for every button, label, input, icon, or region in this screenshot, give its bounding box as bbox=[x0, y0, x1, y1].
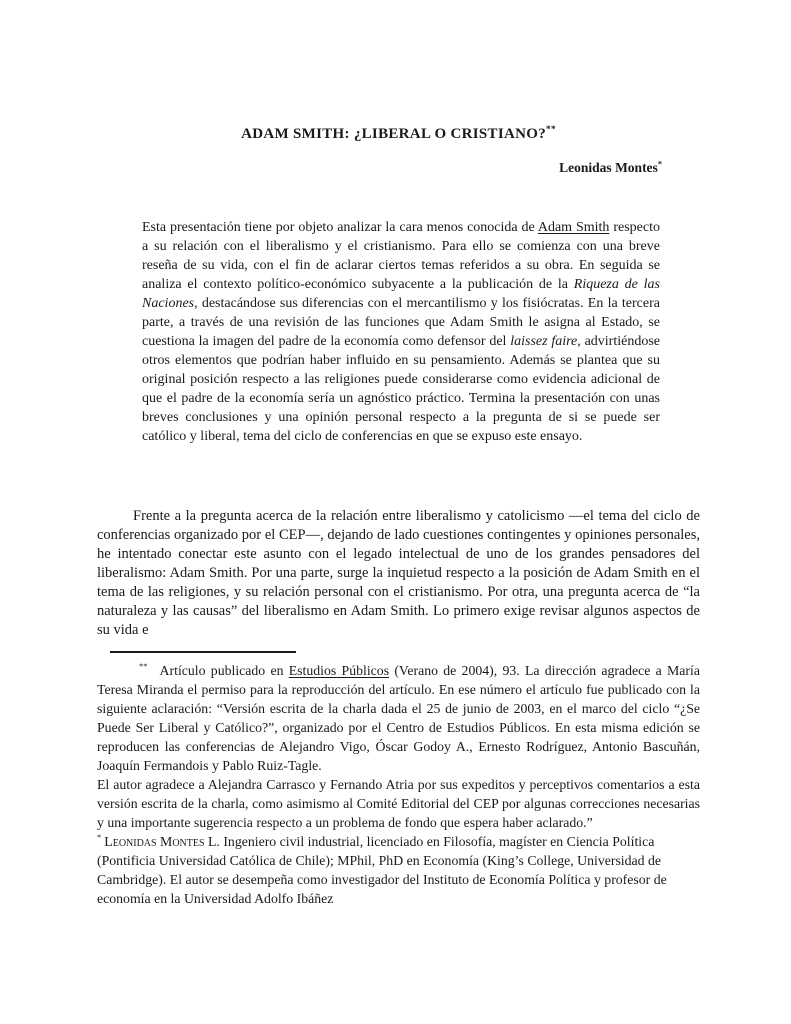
author-line bbox=[97, 160, 662, 176]
footnote-author-bio bbox=[97, 832, 700, 908]
footnote-article bbox=[97, 661, 700, 775]
footnote-2-text: Leonidas Montes L. Ingeniero civil industrial, licenciado en Filosofía, magíster en Ciencia Política (Pontificia Universidad Católica de Chile); MPhil, PhD en Economía (King’s College, Universidad de Cambridge). El autor se desempeña como investigador del Instituto de Economía Política y profesor de economía en la Universidad Adolfo Ibáñez bbox=[97, 834, 667, 906]
author-name: Leonidas Montes bbox=[559, 160, 658, 175]
footnote-1-text: Artículo publicado en Estudios Públicos (Verano de 2004), 93. La dirección agradece a María Teresa Miranda el permiso para la reproducción del artículo. En ese número el artículo fue publicado con la siguiente aclaración: “Versión escrita de la charla dada el 25 de junio de 2003, en el marco del ciclo “¿Se Puede Ser Liberal y Católico?”, organizado por el Centro de Estudios Públicos. En esta misma edición se reproducen las conferencias de Alejandro Vigo, Óscar Godoy A., Ernesto Rodríguez, Antonio Bascuñán, Joaquín Fermandois y Pablo Ruiz-Tagle. bbox=[97, 663, 700, 773]
footnotes-section bbox=[97, 661, 700, 908]
author-footnote-marker: * bbox=[657, 159, 662, 169]
title-text: ADAM SMITH: ¿LIBERAL O CRISTIANO? bbox=[241, 126, 547, 142]
footnote-1-marker: ** bbox=[139, 661, 148, 672]
body-paragraph: Frente a la pregunta acerca de la relación entre liberalismo y catolicismo —el tema del ciclo de conferencias organizado por el CEP—, dejando de lado cuestiones contingentes y opiniones personales, he intentado conectar este asunto con el legado intelectual de uno de los grandes pensadores del liberalismo: Adam Smith. Por una parte, surge la inquietud respecto a la posición de Adam Smith en el tema de las religiones, y su relación personal con el cristianismo. Por otra, una pregunta acerca de “la naturaleza y las causas” del liberalismo en Adam Smith. Lo primero exige revisar algunos aspectos de su vida e bbox=[97, 508, 700, 638]
abstract-paragraph: Esta presentación tiene por objeto analizar la cara menos conocida de Adam Smith respecto a su relación con el liberalismo y el cristianismo. Para ello se comienza con una breve reseña de su vida, con el fin de aclarar ciertos temas referidos a su obra. En seguida se analiza el contexto político-económico subyacente a la publicación de la Riqueza de las Naciones, destacándose sus diferencias con el mercantilismo y los fisiócratas. En la tercera parte, a través de una revisión de las funciones que Adam Smith le asigna al Estado, se cuestiona la imagen del padre de la economía como defensor del laissez faire, advirtiéndose otros elementos que podrían haber influido en su pensamiento. Además se plantea que su original posición respecto a las religiones puede considerarse como evidencia adicional de que el padre de la economía sería un agnóstico práctico. Termina la presentación con unas breves conclusiones y una opinión personal respecto a la pregunta de si se puede ser católico y liberal, tema del ciclo de conferencias en que se expuso este ensayo. bbox=[142, 220, 660, 444]
footnote-2-marker: * bbox=[97, 832, 102, 843]
footnote-separator-rule bbox=[110, 651, 296, 653]
page-title bbox=[97, 126, 700, 143]
title-footnote-marker: ** bbox=[546, 125, 556, 135]
footnote-acknowledgements: El autor agradece a Alejandra Carrasco y Fernando Atria por sus expeditos y perceptivos comentarios a esta versión escrita de la charla, como asimismo al Comité Editorial del CEP por algunas correcciones necesarias y una importante sugerencia respecto a un problema de fondo que espera haber aclarado.” bbox=[97, 777, 700, 830]
